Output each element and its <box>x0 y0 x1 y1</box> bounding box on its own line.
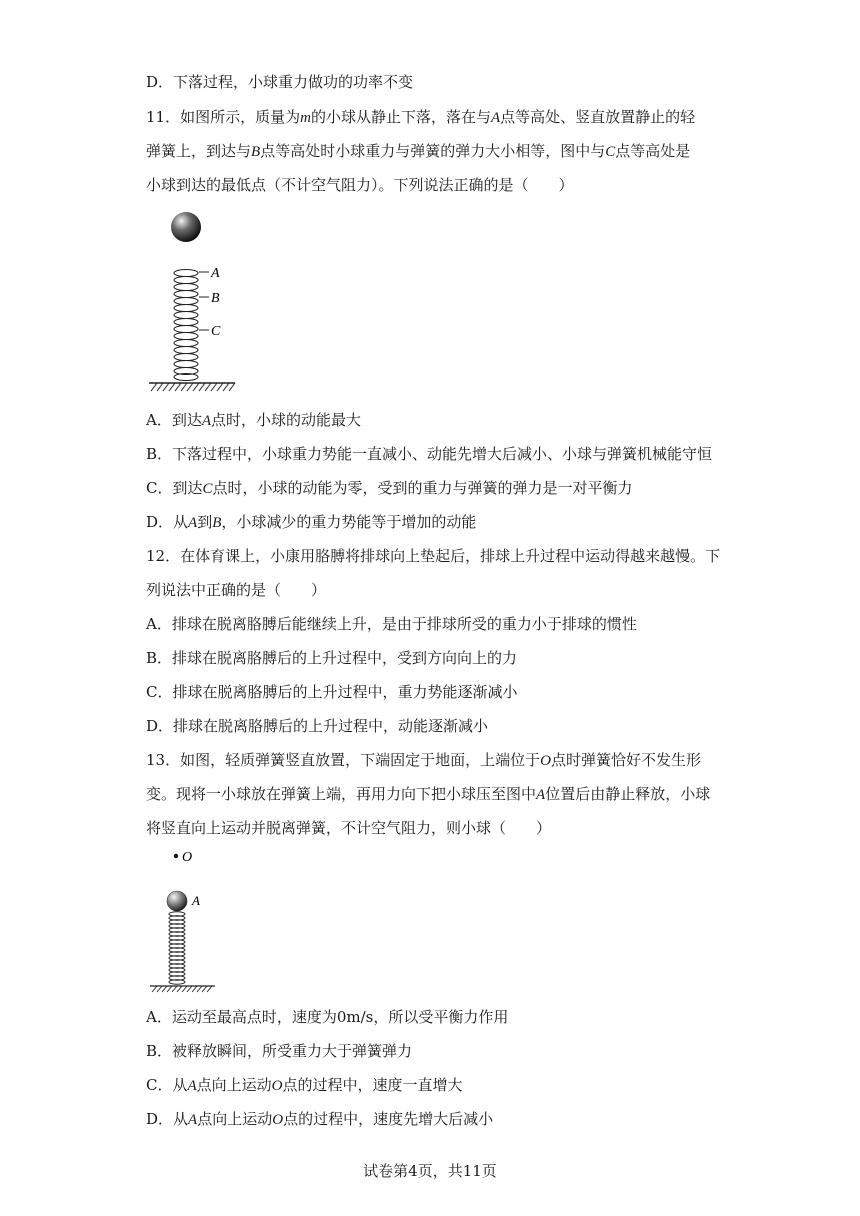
q12-stem-line2: 列说法中正确的是（ ） <box>146 581 327 599</box>
q12-option-b: B．排球在脱离胳膊后的上升过程中，受到方向向上的力 <box>146 649 518 667</box>
q13-stem-line2: 变。现将一小球放在弹簧上端，再用力向下把小球压至图中A位置后由静止释放，小球 <box>146 785 711 803</box>
q12-option-d: D．排球在脱离胳膊后的上升过程中，动能逐渐减小 <box>146 717 489 735</box>
q11-option-d: D．从A到B，小球减少的重力势能等于增加的动能 <box>146 513 477 531</box>
q11-stem-line3: 小球到达的最低点（不计空气阻力）。下列说法正确的是（ ） <box>146 176 574 194</box>
q12-stem-line1: 12．在体育课上，小康用胳膊将排球向上垫起后，排球上升过程中运动得越来越慢。下 <box>146 547 721 565</box>
ground-hatch <box>151 383 235 391</box>
spring-coils <box>169 912 185 984</box>
page-footer: 试卷第4页，共11页 <box>363 1162 497 1180</box>
q13-spring-figure <box>145 843 225 998</box>
label-c: C <box>211 324 221 339</box>
q10-option-d: D．下落过程，小球重力做功的功率不变 <box>146 73 414 91</box>
ground-hatch <box>152 986 212 992</box>
label-b: B <box>211 291 220 306</box>
label-a: A <box>211 266 220 281</box>
q11-option-b: B．下落过程中，小球重力势能一直减小、动能先增大后减小、小球与弹簧机械能守恒 <box>146 445 713 463</box>
ball <box>171 212 201 242</box>
q13-option-d: D．从A点向上运动O点的过程中，速度先增大后减小 <box>146 1110 494 1128</box>
point-o-dot <box>174 854 178 858</box>
q11-option-c: C．到达C点时，小球的动能为零，受到的重力与弹簧的弹力是一对平衡力 <box>146 479 633 497</box>
q13-option-c: C．从A点向上运动O点的过程中，速度一直增大 <box>146 1076 463 1094</box>
q11-option-a: A．到达A点时，小球的动能最大 <box>146 411 362 429</box>
marker-lines <box>199 272 209 330</box>
q13-stem-line1: 13．如图，轻质弹簧竖直放置，下端固定于地面，上端位于O点时弹簧恰好不发生形 <box>146 751 701 769</box>
ball <box>167 891 187 911</box>
label-a: A <box>192 893 200 908</box>
q11-stem-line1: 11．如图所示，质量为m的小球从静止下落，落在与A点等高处、竖直放置静止的轻 <box>146 108 696 126</box>
spring-coils <box>174 270 198 381</box>
q13-option-a: A．运动至最高点时，速度为0m/s，所以受平衡力作用 <box>146 1008 509 1026</box>
label-o: O <box>182 850 193 865</box>
q11-spring-figure <box>145 205 245 395</box>
q12-option-c: C．排球在脱离胳膊后的上升过程中，重力势能逐渐减小 <box>146 683 518 701</box>
q11-stem-line2: 弹簧上，到达与B点等高处时小球重力与弹簧的弹力大小相等，图中与C点等高处是 <box>146 142 691 160</box>
q13-option-b: B．被释放瞬间，所受重力大于弹簧弹力 <box>146 1042 413 1060</box>
q12-option-a: A．排球在脱离胳膊后能继续上升，是由于排球所受的重力小于排球的惯性 <box>146 615 637 633</box>
q13-stem-line3: 将竖直向上运动并脱离弹簧，不计空气阻力，则小球（ ） <box>146 819 552 837</box>
